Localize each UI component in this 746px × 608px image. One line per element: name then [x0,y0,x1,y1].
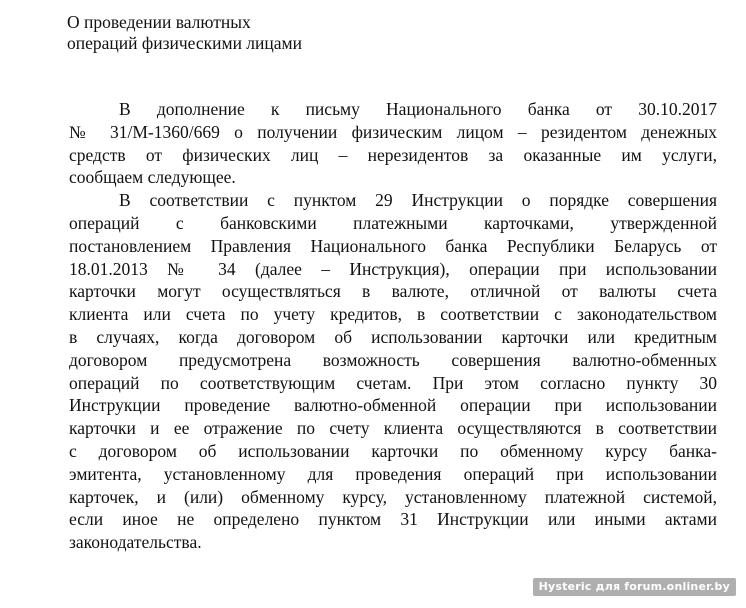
text-line: В дополнение к письму Национального банка от 30.10.2017 [119,99,717,119]
text-line: карточки могут осуществляться в валюте, отличной от валюты счета [69,281,717,302]
text-line: договором предусмотрена возможность совершения валютно-обменных [69,349,717,370]
paragraph-main [69,189,717,554]
subject-line: операций физическими лицами [67,33,302,53]
paragraph-intro [69,98,717,189]
text-line: операций по соответствующим счетам. При этом согласно пункту 30 [69,372,717,393]
text-line: клиента или счета по учету кредитов, в соответствии с законодательством [69,304,717,325]
text-line: если иное не определено пунктом 31 Инструкции или иными актами [69,509,717,530]
watermark: Hysteric для forum.onliner.by [533,578,736,596]
text-line: постановлением Правления Национального банка Республики Беларусь от [69,235,717,256]
document-body [69,98,717,554]
text-line: с договором об использовании карточки по обменному курсу банка- [69,440,717,461]
subject-line: О проведении валютных [67,12,251,32]
text-line: операций с банковскими платежными карточками, утвержденной [69,212,717,233]
text-line: средств от физических лиц – нерезидентов за оказанные им услуги, [69,144,717,165]
text-line: В соответствии с пунктом 29 Инструкции о порядке совершения [119,190,717,211]
text-line: законодательства. [69,532,202,553]
text-line: сообщаем следующее. [69,167,236,188]
document-subject [67,12,302,54]
text-line: № 31/М-1360/669 о получении физическим лицом – резидентом денежных [69,121,717,142]
text-line: в случаях, когда договором об использовании карточки или кредитным [69,326,717,347]
text-line: карточки и ее отражение по счету клиента осуществляются в соответствии [69,418,717,439]
text-line: Инструкции проведение валютно-обменной операции при использовании [69,395,717,416]
text-line: 18.01.2013 № 34 (далее – Инструкция), операции при использовании [69,258,717,279]
text-line: карточек, и (или) обменному курсу, установленному платежной системой, [69,486,717,507]
text-line: эмитента, установленному для проведения операций при использовании [69,463,717,484]
